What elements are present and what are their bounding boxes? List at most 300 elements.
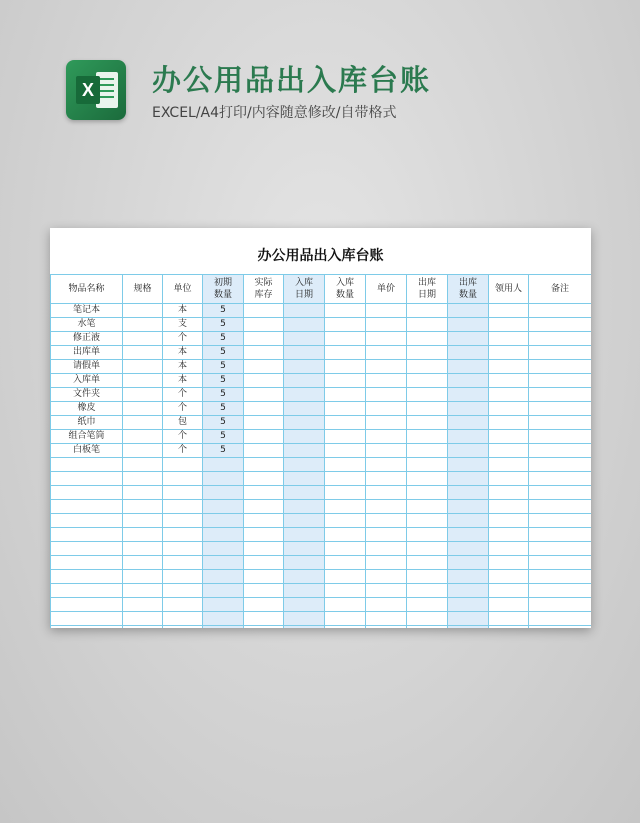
table-cell[interactable] — [448, 374, 489, 388]
table-cell[interactable] — [366, 612, 407, 626]
table-cell[interactable] — [529, 584, 592, 598]
table-cell[interactable] — [123, 584, 163, 598]
table-cell[interactable] — [203, 472, 244, 486]
table-cell[interactable] — [51, 486, 123, 500]
table-body — [51, 304, 592, 629]
table-cell[interactable] — [325, 402, 366, 416]
table-row — [51, 514, 592, 528]
table-cell[interactable] — [244, 332, 284, 346]
table-cell[interactable] — [284, 556, 325, 570]
table-cell[interactable] — [203, 542, 244, 556]
table-cell[interactable] — [489, 612, 529, 626]
table-cell[interactable] — [529, 444, 592, 458]
table-cell[interactable] — [163, 500, 203, 514]
table-cell[interactable] — [163, 584, 203, 598]
table-cell[interactable] — [203, 612, 244, 626]
table-cell[interactable] — [325, 584, 366, 598]
table-cell[interactable] — [163, 514, 203, 528]
table-cell[interactable] — [284, 514, 325, 528]
table-cell[interactable] — [366, 360, 407, 374]
table-cell[interactable] — [448, 458, 489, 472]
table-cell[interactable] — [407, 374, 448, 388]
table-cell[interactable] — [123, 458, 163, 472]
table-cell[interactable] — [489, 528, 529, 542]
table-cell[interactable] — [284, 472, 325, 486]
table-cell[interactable] — [489, 514, 529, 528]
column-header: 入库 数量 — [325, 275, 366, 304]
table-cell[interactable] — [407, 416, 448, 430]
table-row — [51, 584, 592, 598]
table-cell[interactable] — [529, 458, 592, 472]
table-cell[interactable] — [448, 472, 489, 486]
table-cell[interactable] — [407, 458, 448, 472]
table-cell[interactable] — [51, 556, 123, 570]
table-cell[interactable] — [123, 500, 163, 514]
table-cell[interactable] — [489, 346, 529, 360]
table-cell[interactable] — [284, 360, 325, 374]
table-cell[interactable] — [284, 388, 325, 402]
table-cell[interactable] — [489, 374, 529, 388]
table-cell[interactable] — [244, 556, 284, 570]
table-row — [51, 598, 592, 612]
table-cell[interactable] — [489, 556, 529, 570]
table-cell[interactable] — [244, 542, 284, 556]
table-cell[interactable]: 支 — [163, 318, 203, 332]
table-cell[interactable] — [325, 542, 366, 556]
table-cell[interactable] — [489, 304, 529, 318]
table-cell[interactable] — [489, 458, 529, 472]
table-cell[interactable] — [529, 570, 592, 584]
table-cell[interactable] — [407, 500, 448, 514]
table-cell[interactable] — [51, 458, 123, 472]
table-cell[interactable] — [284, 570, 325, 584]
table-cell[interactable]: 本 — [163, 360, 203, 374]
table-cell[interactable]: 5 — [203, 388, 244, 402]
table-row — [51, 612, 592, 626]
table-cell[interactable]: 个 — [163, 388, 203, 402]
table-cell[interactable] — [489, 444, 529, 458]
table-cell[interactable]: 5 — [203, 318, 244, 332]
table-cell[interactable] — [325, 430, 366, 444]
table-cell[interactable] — [163, 612, 203, 626]
table-cell[interactable] — [529, 416, 592, 430]
table-cell[interactable] — [407, 528, 448, 542]
table-cell[interactable] — [407, 444, 448, 458]
table-cell[interactable] — [407, 626, 448, 629]
table-cell[interactable] — [284, 612, 325, 626]
table-cell[interactable] — [366, 430, 407, 444]
table-cell[interactable] — [448, 416, 489, 430]
table-cell[interactable] — [284, 346, 325, 360]
table-cell[interactable] — [366, 416, 407, 430]
table-cell[interactable] — [325, 388, 366, 402]
table-cell[interactable] — [489, 542, 529, 556]
table-cell[interactable] — [244, 570, 284, 584]
table-cell[interactable] — [448, 346, 489, 360]
table-cell[interactable] — [448, 388, 489, 402]
table-cell[interactable] — [244, 444, 284, 458]
table-cell[interactable] — [325, 612, 366, 626]
table-cell[interactable] — [51, 500, 123, 514]
table-cell[interactable] — [529, 542, 592, 556]
table-cell[interactable]: 纸巾 — [51, 416, 123, 430]
table-cell[interactable] — [244, 388, 284, 402]
table-cell[interactable] — [407, 598, 448, 612]
table-cell[interactable] — [529, 374, 592, 388]
table-cell[interactable] — [203, 486, 244, 500]
table-cell[interactable] — [366, 528, 407, 542]
column-header: 单位 — [163, 275, 203, 304]
table-cell[interactable] — [448, 584, 489, 598]
table-cell[interactable] — [284, 332, 325, 346]
table-cell[interactable] — [366, 346, 407, 360]
table-cell[interactable] — [203, 528, 244, 542]
table-cell[interactable] — [366, 514, 407, 528]
table-cell[interactable] — [123, 304, 163, 318]
table-cell[interactable]: 5 — [203, 416, 244, 430]
table-cell[interactable] — [448, 570, 489, 584]
table-cell[interactable] — [366, 486, 407, 500]
table-cell[interactable] — [489, 500, 529, 514]
table-cell[interactable] — [366, 444, 407, 458]
table-cell[interactable] — [284, 374, 325, 388]
table-cell[interactable]: 修正液 — [51, 332, 123, 346]
table-cell[interactable] — [407, 388, 448, 402]
table-cell[interactable] — [51, 612, 123, 626]
table-cell[interactable] — [284, 528, 325, 542]
table-cell[interactable] — [123, 598, 163, 612]
table-cell[interactable] — [529, 360, 592, 374]
table-cell[interactable] — [366, 626, 407, 629]
table-cell[interactable] — [366, 584, 407, 598]
table-cell[interactable] — [407, 612, 448, 626]
table-cell[interactable]: 请假单 — [51, 360, 123, 374]
table-cell[interactable] — [448, 486, 489, 500]
table-row — [51, 304, 592, 318]
table-cell[interactable]: 入库单 — [51, 374, 123, 388]
table-cell[interactable]: 5 — [203, 430, 244, 444]
table-cell[interactable] — [203, 514, 244, 528]
table-cell[interactable] — [163, 556, 203, 570]
table-cell[interactable] — [529, 304, 592, 318]
table-cell[interactable]: 5 — [203, 374, 244, 388]
table-cell[interactable] — [203, 458, 244, 472]
table-cell[interactable]: 5 — [203, 402, 244, 416]
table-cell[interactable]: 个 — [163, 430, 203, 444]
table-cell[interactable] — [123, 318, 163, 332]
table-cell[interactable] — [448, 514, 489, 528]
table-cell[interactable] — [163, 472, 203, 486]
table-cell[interactable] — [407, 472, 448, 486]
table-cell[interactable] — [325, 458, 366, 472]
table-cell[interactable] — [244, 430, 284, 444]
table-cell[interactable] — [284, 318, 325, 332]
table-cell[interactable] — [407, 430, 448, 444]
table-cell[interactable] — [244, 472, 284, 486]
table-cell[interactable]: 5 — [203, 360, 244, 374]
table-cell[interactable] — [163, 542, 203, 556]
table-cell[interactable] — [163, 626, 203, 629]
ledger-table — [50, 274, 591, 628]
table-cell[interactable] — [51, 584, 123, 598]
table-cell[interactable] — [448, 444, 489, 458]
table-cell[interactable] — [123, 346, 163, 360]
table-cell[interactable] — [366, 598, 407, 612]
table-cell[interactable] — [284, 584, 325, 598]
table-cell[interactable] — [529, 626, 592, 629]
table-cell[interactable]: 笔记本 — [51, 304, 123, 318]
table-cell[interactable] — [163, 528, 203, 542]
table-cell[interactable]: 个 — [163, 402, 203, 416]
table-cell[interactable] — [244, 360, 284, 374]
table-cell[interactable] — [51, 472, 123, 486]
table-cell[interactable] — [529, 528, 592, 542]
table-cell[interactable] — [366, 500, 407, 514]
table-cell[interactable] — [366, 374, 407, 388]
table-cell[interactable] — [366, 388, 407, 402]
table-cell[interactable] — [489, 318, 529, 332]
table-cell[interactable] — [407, 346, 448, 360]
table-cell[interactable] — [448, 360, 489, 374]
table-cell[interactable] — [123, 430, 163, 444]
table-cell[interactable] — [203, 598, 244, 612]
table-cell[interactable]: 橡皮 — [51, 402, 123, 416]
table-cell[interactable] — [123, 416, 163, 430]
table-cell[interactable]: 白板笔 — [51, 444, 123, 458]
table-cell[interactable] — [448, 542, 489, 556]
table-cell[interactable] — [489, 416, 529, 430]
table-cell[interactable] — [407, 360, 448, 374]
table-cell[interactable] — [244, 402, 284, 416]
table-cell[interactable] — [529, 430, 592, 444]
table-cell[interactable] — [489, 430, 529, 444]
table-row — [51, 416, 592, 430]
table-cell[interactable]: 本 — [163, 374, 203, 388]
table-cell[interactable] — [203, 500, 244, 514]
table-cell[interactable] — [244, 318, 284, 332]
table-cell[interactable] — [203, 556, 244, 570]
table-cell[interactable] — [407, 332, 448, 346]
table-cell[interactable] — [366, 332, 407, 346]
table-cell[interactable] — [407, 570, 448, 584]
table-cell[interactable] — [284, 486, 325, 500]
table-cell[interactable] — [203, 584, 244, 598]
table-cell[interactable] — [448, 556, 489, 570]
table-cell[interactable] — [407, 304, 448, 318]
table-cell[interactable] — [244, 486, 284, 500]
table-cell[interactable] — [284, 402, 325, 416]
table-cell[interactable] — [448, 598, 489, 612]
table-cell[interactable] — [284, 304, 325, 318]
table-cell[interactable] — [123, 626, 163, 629]
table-cell[interactable] — [325, 444, 366, 458]
table-cell[interactable] — [123, 556, 163, 570]
table-cell[interactable] — [123, 528, 163, 542]
table-cell[interactable] — [123, 444, 163, 458]
table-cell[interactable]: 5 — [203, 444, 244, 458]
table-cell[interactable] — [123, 542, 163, 556]
table-cell[interactable] — [325, 374, 366, 388]
table-cell[interactable] — [407, 556, 448, 570]
table-cell[interactable] — [325, 472, 366, 486]
table-cell[interactable] — [325, 500, 366, 514]
table-cell[interactable] — [325, 360, 366, 374]
table-cell[interactable] — [244, 528, 284, 542]
table-cell[interactable] — [366, 570, 407, 584]
table-cell[interactable] — [325, 318, 366, 332]
table-cell[interactable] — [325, 556, 366, 570]
table-cell[interactable]: 5 — [203, 346, 244, 360]
table-cell[interactable] — [123, 388, 163, 402]
table-cell[interactable] — [325, 346, 366, 360]
table-cell[interactable] — [244, 626, 284, 629]
table-cell[interactable] — [51, 528, 123, 542]
table-cell[interactable] — [529, 500, 592, 514]
table-cell[interactable] — [51, 542, 123, 556]
table-cell[interactable] — [489, 360, 529, 374]
table-cell[interactable] — [489, 472, 529, 486]
table-cell[interactable] — [407, 514, 448, 528]
table-cell[interactable] — [325, 332, 366, 346]
table-cell[interactable] — [325, 528, 366, 542]
table-cell[interactable]: 组合笔筒 — [51, 430, 123, 444]
table-cell[interactable] — [529, 472, 592, 486]
table-cell[interactable] — [489, 626, 529, 629]
table-cell[interactable] — [325, 570, 366, 584]
table-cell[interactable] — [407, 318, 448, 332]
column-header: 出库 数量 — [448, 275, 489, 304]
table-cell[interactable] — [203, 626, 244, 629]
table-cell[interactable] — [407, 542, 448, 556]
table-cell[interactable] — [529, 388, 592, 402]
table-cell[interactable] — [448, 528, 489, 542]
table-cell[interactable] — [244, 304, 284, 318]
table-cell[interactable] — [325, 598, 366, 612]
table-cell[interactable] — [123, 360, 163, 374]
table-cell[interactable] — [325, 626, 366, 629]
table-cell[interactable] — [489, 598, 529, 612]
table-cell[interactable] — [51, 514, 123, 528]
table-cell[interactable] — [448, 402, 489, 416]
table-cell[interactable] — [51, 626, 123, 629]
table-cell[interactable] — [366, 542, 407, 556]
table-cell[interactable]: 5 — [203, 304, 244, 318]
table-cell[interactable] — [123, 570, 163, 584]
table-cell[interactable] — [529, 612, 592, 626]
table-cell[interactable] — [244, 500, 284, 514]
table-cell[interactable] — [448, 304, 489, 318]
table-cell[interactable] — [123, 472, 163, 486]
table-cell[interactable] — [163, 598, 203, 612]
table-cell[interactable] — [529, 332, 592, 346]
table-cell[interactable] — [448, 332, 489, 346]
table-cell[interactable] — [366, 318, 407, 332]
table-cell[interactable] — [448, 318, 489, 332]
table-cell[interactable] — [489, 584, 529, 598]
table-cell[interactable]: 出库单 — [51, 346, 123, 360]
table-cell[interactable] — [244, 416, 284, 430]
table-cell[interactable] — [529, 514, 592, 528]
table-cell[interactable] — [366, 402, 407, 416]
table-cell[interactable] — [325, 514, 366, 528]
table-cell[interactable] — [51, 598, 123, 612]
table-cell[interactable] — [529, 402, 592, 416]
table-cell[interactable] — [529, 346, 592, 360]
table-cell[interactable] — [448, 430, 489, 444]
table-cell[interactable] — [448, 500, 489, 514]
table-cell[interactable] — [489, 570, 529, 584]
table-cell[interactable] — [244, 598, 284, 612]
table-cell[interactable] — [284, 626, 325, 629]
table-cell[interactable] — [448, 626, 489, 629]
table-cell[interactable] — [529, 318, 592, 332]
table-cell[interactable] — [529, 486, 592, 500]
excel-letter: X — [76, 76, 100, 104]
table-cell[interactable] — [407, 584, 448, 598]
table-cell[interactable] — [244, 374, 284, 388]
table-cell[interactable] — [489, 388, 529, 402]
table-cell[interactable] — [284, 430, 325, 444]
table-cell[interactable] — [489, 402, 529, 416]
table-cell[interactable] — [325, 416, 366, 430]
table-cell[interactable]: 5 — [203, 332, 244, 346]
table-cell[interactable] — [489, 486, 529, 500]
table-cell[interactable] — [407, 402, 448, 416]
table-cell[interactable]: 水笔 — [51, 318, 123, 332]
table-cell[interactable] — [284, 416, 325, 430]
table-cell[interactable] — [123, 486, 163, 500]
table-cell[interactable]: 包 — [163, 416, 203, 430]
table-cell[interactable] — [366, 472, 407, 486]
table-cell[interactable] — [284, 598, 325, 612]
table-cell[interactable]: 本 — [163, 346, 203, 360]
table-cell[interactable] — [123, 612, 163, 626]
table-cell[interactable]: 个 — [163, 332, 203, 346]
table-cell[interactable] — [51, 570, 123, 584]
table-cell[interactable] — [123, 402, 163, 416]
table-cell[interactable] — [244, 346, 284, 360]
table-cell[interactable] — [529, 598, 592, 612]
table-cell[interactable] — [325, 486, 366, 500]
table-cell[interactable] — [325, 304, 366, 318]
table-cell[interactable] — [163, 486, 203, 500]
table-cell[interactable] — [284, 542, 325, 556]
table-cell[interactable] — [203, 570, 244, 584]
table-cell[interactable] — [284, 458, 325, 472]
table-cell[interactable] — [448, 612, 489, 626]
table-cell[interactable] — [163, 570, 203, 584]
table-cell[interactable] — [366, 556, 407, 570]
table-cell[interactable] — [244, 612, 284, 626]
table-cell[interactable] — [123, 332, 163, 346]
table-cell[interactable] — [123, 514, 163, 528]
table-cell[interactable] — [407, 486, 448, 500]
table-cell[interactable]: 个 — [163, 444, 203, 458]
table-cell[interactable]: 本 — [163, 304, 203, 318]
table-cell[interactable]: 文件夹 — [51, 388, 123, 402]
table-cell[interactable] — [244, 458, 284, 472]
table-cell[interactable] — [366, 458, 407, 472]
table-cell[interactable] — [163, 458, 203, 472]
table-cell[interactable] — [366, 304, 407, 318]
table-cell[interactable] — [529, 556, 592, 570]
table-cell[interactable] — [244, 584, 284, 598]
table-cell[interactable] — [489, 332, 529, 346]
table-cell[interactable] — [244, 514, 284, 528]
table-cell[interactable] — [284, 500, 325, 514]
table-cell[interactable] — [284, 444, 325, 458]
table-cell[interactable] — [123, 374, 163, 388]
